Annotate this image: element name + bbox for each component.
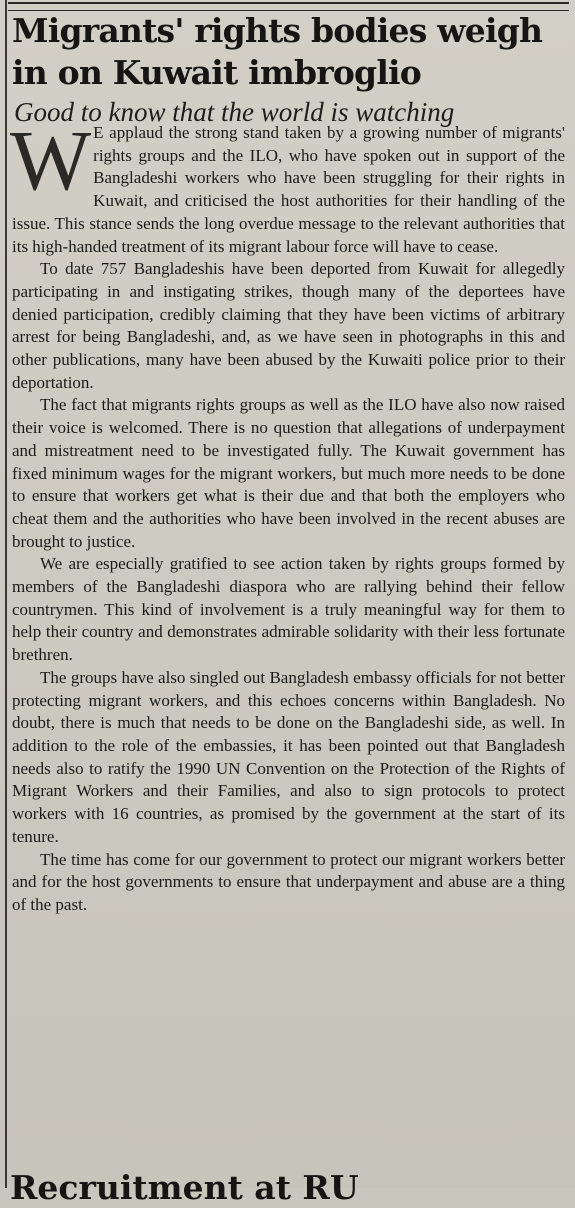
paragraph-5: The groups have also singled out Bangladesh embassy officials for not better protecting migrant workers, and this echoes concerns within Bangladesh. No doubt, there is much that needs to be done on the Bangladeshi side, as well. In addition to the role of the embassies, it has been pointed out that Bangladesh needs also to ratify the 1990 UN Convention on the Protection of the Rights of Migrant Workers and their Families, and also to sign protocols to protect workers with 16 countries, as promised by the government at the start of its tenure. [12,667,565,846]
paragraph-2: To date 757 Bangladeshis have been deported from Kuwait for allegedly participating in and instigating strikes, though many of the deportees have denied participation, credibly claiming that they have been victims of arbitrary arrest for being Bangladeshi, and, as we have seen in photographs in this and other publications, many have been abused by the Kuwaiti police prior to their deportation. [12,259,565,392]
editorial-article [12,10,565,917]
article-headline: Migrants' rights bodies weigh in on Kuwait imbroglio [12,11,543,92]
next-article-headline: Recruitment at RU [10,1168,359,1207]
paragraph-4: We are especially gratified to see action taken by rights groups formed by members of the Bangladeshi diaspora who are rallying behind their fellow countrymen. This kind of involvement is a truly meaningful way for them to help their country and demonstrates admirable solidarity with their less fortunate brethren. [12,554,565,665]
paragraph-1-text: E applaud the strong stand taken by a growing number of migrants' rights groups and the ILO, who have spoken out in support of the Bangladeshi workers who have been struggling for their rights in Kuwait, and criticised the host authorities for their handling of the issue. This stance sends the long overdue message to the relevant authorities that its high-handed treatment of its migrant labour force will have to cease. [12,123,565,256]
column-rule-left [5,0,7,1188]
paragraph-3: The fact that migrants rights groups as well as the ILO have also now raised their voice is welcomed. There is no question that allegations of underpayment and mistreatment need to be investigated fully. The Kuwait government has fixed minimum wages for the migrant workers, but much more needs to be done to ensure that workers get what is their due and that both the employers who cheat them and the authorities who have been involved in the recent abuses are brought to justice. [12,395,565,551]
drop-cap: W [10,112,88,208]
article-subhead: Good to know that the world is watching [14,97,455,127]
paragraph-6: The time has come for our government to protect our migrant workers better and for the host governments to ensure that underpayment and abuse are a thing of the past. [12,849,565,914]
